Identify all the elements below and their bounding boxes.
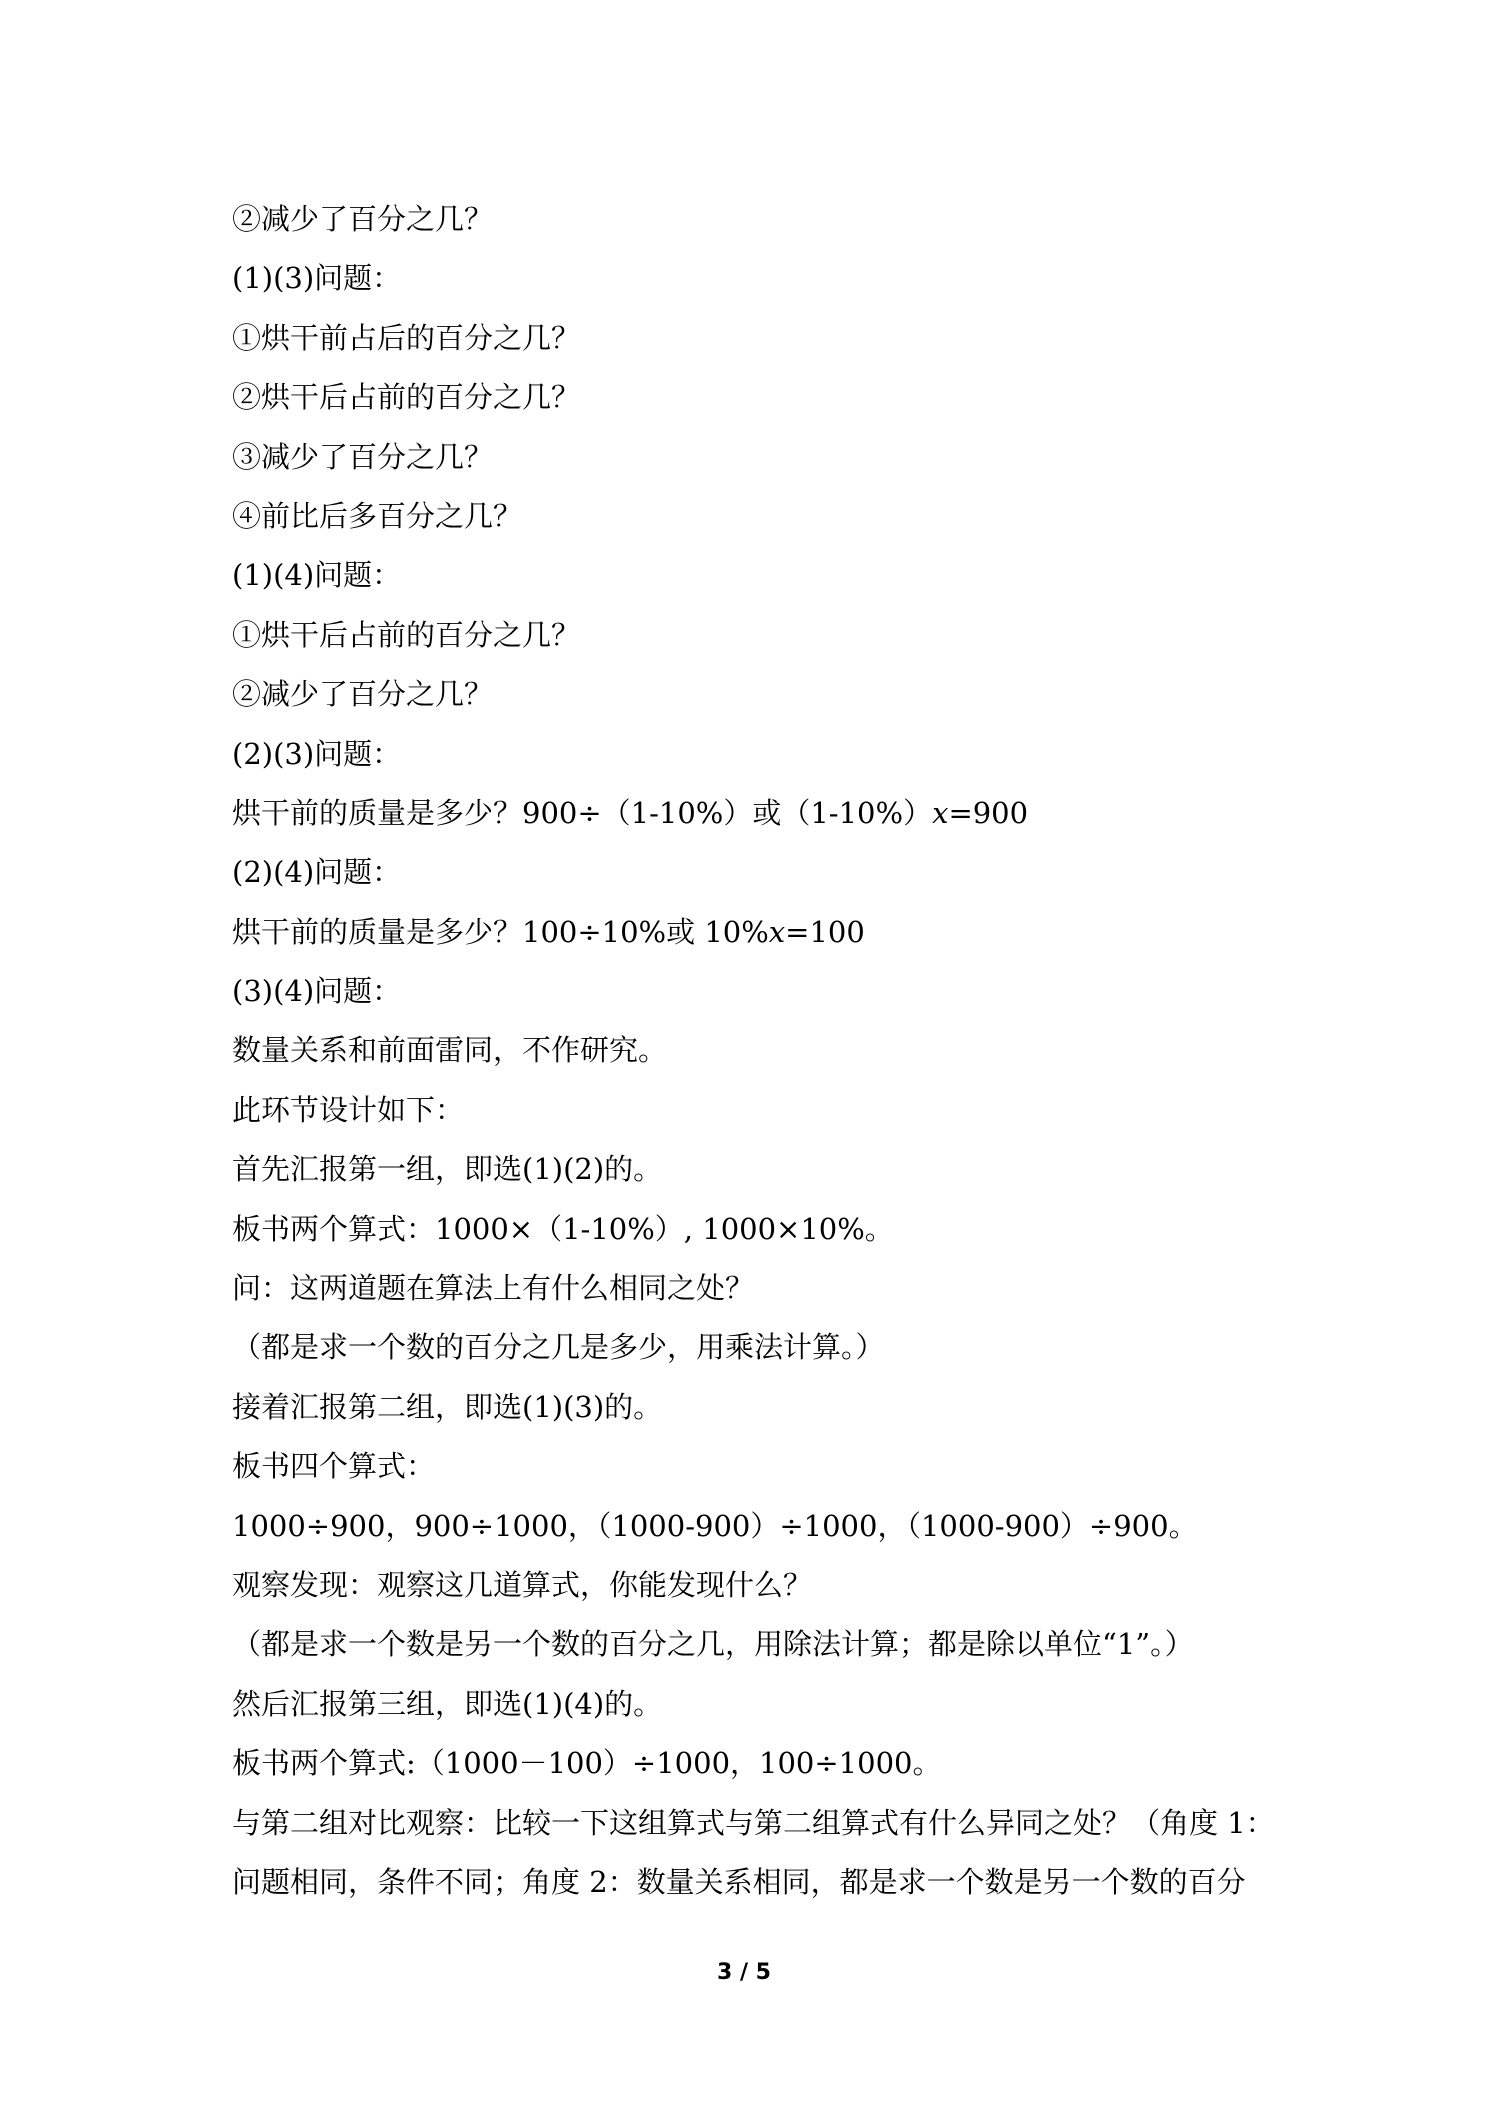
text-segment: =900 xyxy=(948,795,1029,830)
text-line: 首先汇报第一组，即选(1)(2)的。 xyxy=(232,1152,663,1187)
text-line: ④前比后多百分之几？ xyxy=(232,498,523,533)
text-line: 然后汇报第三组，即选(1)(4)的。 xyxy=(232,1686,663,1721)
text-line: 问：这两道题在算法上有什么相同之处？ xyxy=(232,1271,755,1306)
text-segment: =100 xyxy=(785,914,865,949)
text-line: 此环节设计如下： xyxy=(232,1092,465,1127)
text-line: 与第二组对比观察：比较一下这组算式与第二组算式有什么异同之处？（角度 1： xyxy=(232,1805,1275,1840)
text-line: 板书四个算式： xyxy=(232,1449,436,1484)
text-line: 问题相同，条件不同；角度 2：数量关系相同，都是求一个数是另一个数的百分 xyxy=(232,1864,1246,1899)
text-line: (3)(4)问题： xyxy=(232,974,402,1009)
text-line: (2)(4)问题： xyxy=(232,855,402,890)
text-segment: 烘干前的质量是多少？900÷（1-10%）或（1-10%） xyxy=(232,795,933,830)
text-segment: 烘干前的质量是多少？100÷10%或 10% xyxy=(232,914,769,949)
text-line: ②减少了百分之几？ xyxy=(232,202,494,236)
text-line: （都是求一个数是另一个数的百分之几，用除法计算；都是除以单位“1”。） xyxy=(232,1627,1194,1662)
page-number: 3 / 5 xyxy=(717,1960,771,1985)
math-variable: x xyxy=(768,914,786,949)
text-line: ③减少了百分之几？ xyxy=(232,439,494,474)
text-line: 观察发现：观察这几道算式，你能发现什么？ xyxy=(232,1567,813,1602)
text-line: 接着汇报第二组，即选(1)(3)的。 xyxy=(232,1389,663,1424)
text-line: ②烘干后占前的百分之几？ xyxy=(232,380,581,415)
text-line: ①烘干后占前的百分之几？ xyxy=(232,617,581,652)
text-line: 板书两个算式:（1000－100）÷1000，100÷1000。 xyxy=(232,1746,942,1781)
document-body xyxy=(232,190,1292,1912)
text-line: 1000÷900，900÷1000，（1000-900）÷1000，（1000-900）÷900。 xyxy=(232,1508,1198,1543)
text-line: (1)(3)问题： xyxy=(232,261,402,296)
text-line: （都是求一个数的百分之几是多少，用乘法计算。） xyxy=(232,1330,885,1365)
text-line: 板书两个算式：1000×（1-10%）, 1000×10%。 xyxy=(232,1211,894,1246)
text-line: (1)(4)问题： xyxy=(232,558,402,593)
text-line: ①烘干前占后的百分之几？ xyxy=(232,320,581,355)
text-line xyxy=(232,903,1292,962)
math-variable: x xyxy=(932,795,949,830)
text-line xyxy=(232,784,1292,843)
text-line: (2)(3)问题： xyxy=(232,736,402,771)
text-line: ②减少了百分之几？ xyxy=(232,677,494,712)
text-line: 数量关系和前面雷同，不作研究。 xyxy=(232,1033,668,1068)
